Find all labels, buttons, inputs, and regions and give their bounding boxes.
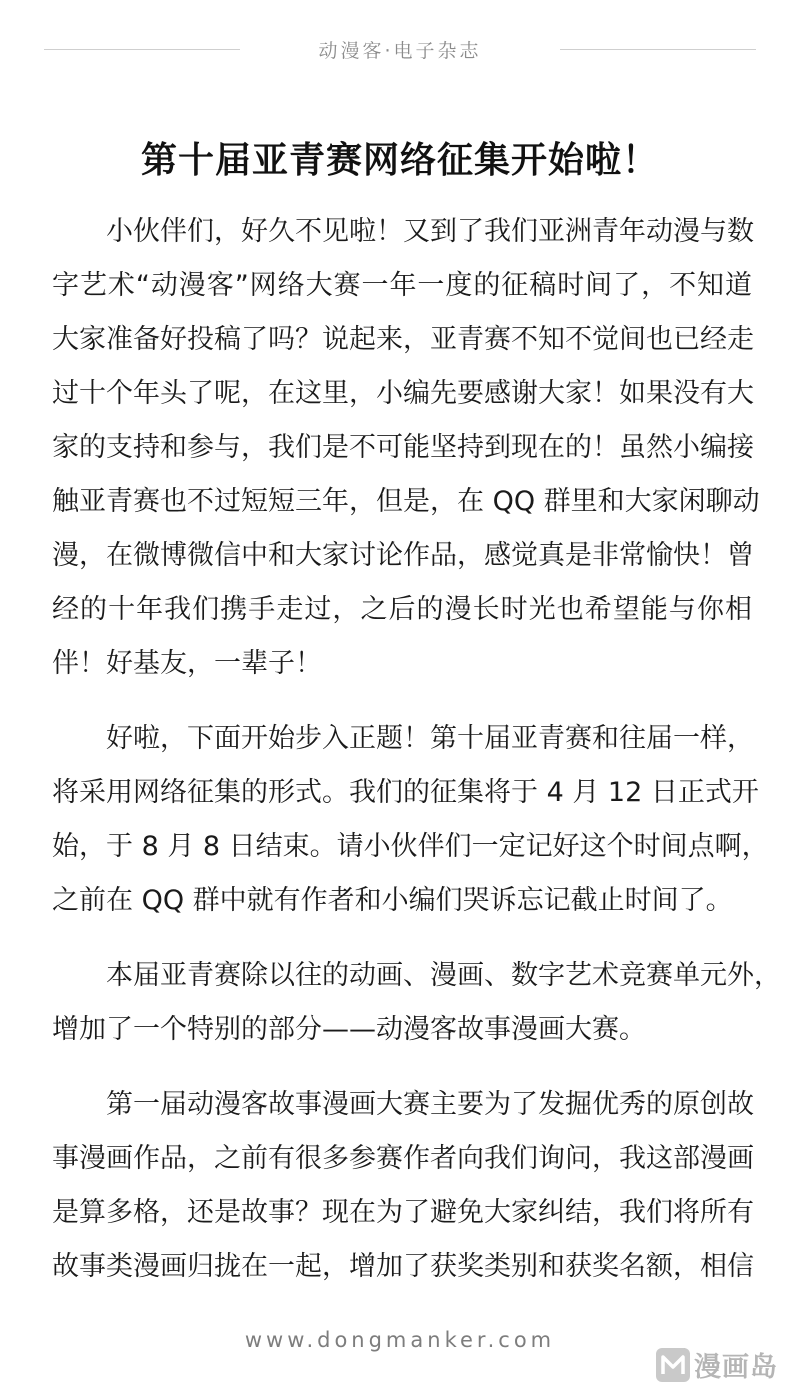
magazine-header bbox=[0, 30, 800, 70]
paragraph-line: 将采用网络征集的形式。我们的征集将于 4 月 12 日正式开 bbox=[52, 777, 759, 808]
header-divider-right bbox=[560, 49, 756, 50]
paragraph-line: 伴！好基友，一辈子！ bbox=[52, 648, 322, 679]
paragraph-line: 始，于 8 月 8 日结束。请小伙伴们一定记好这个时间点啊， bbox=[52, 831, 769, 862]
paragraph-line: 大家准备好投稿了吗？说起来，亚青赛不知不觉间也已经走 bbox=[52, 324, 754, 355]
article-paragraph bbox=[52, 1078, 752, 1294]
paragraph-line: 第一届动漫客故事漫画大赛主要为了发掘优秀的原创故 bbox=[106, 1089, 754, 1120]
article-body bbox=[52, 205, 781, 1315]
paragraph-line: 触亚青赛也不过短短三年，但是，在 QQ 群里和大家闲聊动 bbox=[52, 486, 760, 517]
paragraph-line: 经的十年我们携手走过，之后的漫长时光也希望能与你相 bbox=[52, 594, 752, 625]
m-logo-icon bbox=[656, 1348, 690, 1382]
site-watermark bbox=[656, 1342, 800, 1387]
paragraph-line: 增加了一个特别的部分——动漫客故事漫画大赛。 bbox=[52, 1014, 646, 1045]
paragraph-line: 好啦，下面开始步入正题！第十届亚青赛和往届一样， bbox=[106, 723, 754, 754]
article-paragraph bbox=[52, 205, 760, 691]
paragraph-line: 漫，在微博微信中和大家讨论作品，感觉真是非常愉快！曾 bbox=[52, 540, 754, 571]
watermark-text: 漫画岛 bbox=[694, 1352, 778, 1383]
paragraph-line: 本届亚青赛除以往的动画、漫画、数字艺术竞赛单元外， bbox=[106, 960, 781, 991]
paragraph-line: 字艺术“动漫客”网络大赛一年一度的征稿时间了，不知道 bbox=[52, 270, 752, 301]
paragraph-line: 是算多格，还是故事？现在为了避免大家纠结，我们将所有 bbox=[52, 1197, 754, 1228]
paragraph-line: 家的支持和参与，我们是不可能坚持到现在的！虽然小编接 bbox=[52, 432, 754, 463]
paragraph-line: 过十个年头了呢，在这里，小编先要感谢大家！如果没有大 bbox=[52, 378, 754, 409]
paragraph-line: 故事类漫画归拢在一起，增加了获奖类别和获奖名额，相信 bbox=[52, 1251, 754, 1282]
paragraph-line: 之前在 QQ 群中就有作者和小编们哭诉忘记截止时间了。 bbox=[52, 885, 733, 916]
magazine-name: 动漫客·电子杂志 bbox=[318, 40, 482, 62]
footer-website: www.dongmanker.com bbox=[244, 1328, 556, 1352]
paragraph-line: 事漫画作品，之前有很多参赛作者向我们询问，我这部漫画 bbox=[52, 1143, 754, 1174]
article-title: 第十届亚青赛网络征集开始啦！ bbox=[140, 140, 659, 181]
article-paragraph bbox=[52, 712, 769, 928]
paragraph-line: 小伙伴们，好久不见啦！又到了我们亚洲青年动漫与数 bbox=[106, 216, 754, 247]
article-paragraph bbox=[52, 949, 781, 1057]
